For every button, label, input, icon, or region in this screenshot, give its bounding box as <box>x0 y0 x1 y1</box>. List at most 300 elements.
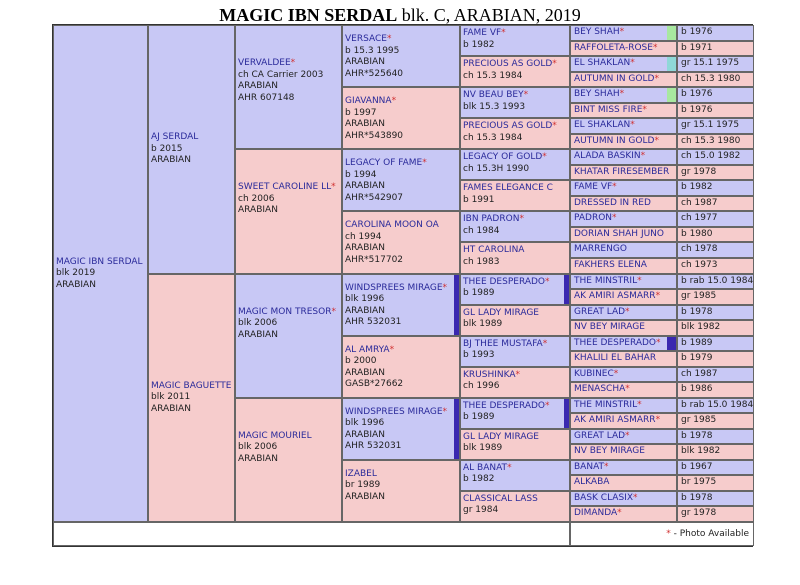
horse-name: MAGIC IBN SERDAL <box>219 5 398 25</box>
horse-detail: blk 1989 <box>463 443 503 454</box>
gen5-horse-cell <box>460 118 570 149</box>
gen5-horse-cell <box>460 149 570 180</box>
pedigree-grid <box>52 24 753 547</box>
gen6-horse-cell <box>570 444 677 460</box>
horse-name-link[interactable] <box>345 345 457 357</box>
horse-name[interactable]: RAFFOLETA-ROSE <box>574 42 653 53</box>
title-details: blk. C, ARABIAN, 2019 <box>397 5 581 25</box>
photo-available-marker: * <box>666 529 671 539</box>
horse-name[interactable]: KRUSHINKA <box>463 369 516 380</box>
gen6-horse-info: b 1989 <box>677 336 754 352</box>
color-marker <box>667 26 676 40</box>
color-marker <box>667 88 676 102</box>
gen5-horse-cell <box>460 429 570 460</box>
gen5-horse-cell <box>460 367 570 398</box>
horse-name-link[interactable] <box>238 307 339 319</box>
horse-detail: b 1989 <box>463 412 495 423</box>
photo-available-marker: * <box>523 90 529 101</box>
gen6-horse-cell <box>570 196 677 212</box>
gen2-horse-cell <box>148 25 235 274</box>
horse-name[interactable]: LEGACY OF GOLD <box>463 152 543 163</box>
gen6-horse-info: b 1978 <box>677 491 754 507</box>
photo-available-marker: * <box>386 34 392 44</box>
photo-available-marker: * <box>625 306 630 317</box>
gen6-horse-cell <box>570 305 677 321</box>
horse-detail: ARABIAN <box>345 429 385 440</box>
horse-detail: blk 1996 <box>345 418 385 429</box>
photo-available-marker: * <box>630 120 635 131</box>
gen6-horse-cell <box>570 382 677 398</box>
horse-name[interactable]: IBN PADRON <box>463 214 520 225</box>
horse-name[interactable]: GREAT LAD <box>574 430 626 441</box>
horse-name[interactable]: THEE DESPERADO <box>574 337 657 348</box>
gen6-horse-info: br 1975 <box>677 475 754 491</box>
horse-name[interactable]: NV BEY MIRAGE <box>574 322 645 333</box>
gen6-horse-info: b rab 15.0 1984 <box>677 274 754 290</box>
photo-available-marker: * <box>612 213 617 224</box>
gen6-horse-info: b 1971 <box>677 41 754 57</box>
gen6-horse-cell <box>570 41 677 57</box>
gen6-horse-info: b rab 15.0 1984 <box>677 398 754 414</box>
horse-detail: b 1989 <box>463 288 495 298</box>
horse-name[interactable]: ALKABA <box>574 477 610 488</box>
horse-name[interactable]: THE MINSTRIL <box>574 399 638 410</box>
horse-detail: ARABIAN <box>151 403 191 414</box>
horse-detail: AHR*542907 <box>345 192 404 203</box>
horse-detail: ARABIAN <box>238 81 278 92</box>
horse-name[interactable]: MAGIC IBN SERDAL <box>56 256 143 267</box>
horse-detail: AHR*543890 <box>345 130 404 141</box>
horse-detail: ch 15.3H 1990 <box>463 163 530 174</box>
horse-detail: blk 2011 <box>151 392 191 403</box>
gen1-horse-cell <box>53 25 148 522</box>
horse-name-link[interactable] <box>463 339 567 351</box>
horse-name[interactable]: IZABEL <box>345 468 377 479</box>
gen3-horse-cell <box>235 398 342 522</box>
photo-available-marker: * <box>542 338 548 349</box>
gen4-horse-cell <box>342 398 460 460</box>
horse-detail: b 2000 <box>345 356 377 367</box>
gen6-horse-info: blk 1982 <box>677 444 754 460</box>
photo-available-marker: * <box>640 151 646 162</box>
horse-name[interactable]: GIAVANNA <box>345 96 392 107</box>
photo-available-marker: * <box>654 135 659 146</box>
photo-available-marker: * <box>642 104 647 115</box>
horse-name[interactable]: PRECIOUS AS GOLD <box>463 121 553 132</box>
horse-detail: AHR 532031 <box>345 441 402 452</box>
photo-available-marker: * <box>331 306 336 317</box>
horse-name[interactable]: BANAT <box>574 461 605 472</box>
gen6-horse-info: gr 1978 <box>677 165 754 181</box>
horse-detail: b 1997 <box>345 107 377 118</box>
gen6-horse-info: b 1980 <box>677 227 754 243</box>
horse-name-link[interactable] <box>345 158 457 170</box>
gen5-horse-cell <box>460 87 570 118</box>
horse-name-link[interactable] <box>345 34 457 46</box>
gen6-horse-cell <box>570 258 677 274</box>
gen3-horse-cell <box>235 149 342 273</box>
photo-available-marker: * <box>501 28 506 38</box>
horse-name-link[interactable] <box>463 463 567 475</box>
gen6-horse-info: ch 15.3 1980 <box>677 134 754 150</box>
gen5-horse-cell <box>460 211 570 242</box>
photo-available-marker: * <box>552 121 557 132</box>
gen4-horse-cell <box>342 87 460 149</box>
horse-name-link[interactable] <box>238 431 339 443</box>
gen6-horse-info: ch 1987 <box>677 196 754 212</box>
horse-detail: blk 2019 <box>56 268 96 278</box>
horse-name[interactable]: AK AMIRI ASMARR <box>574 415 656 426</box>
horse-name-link[interactable] <box>463 59 567 71</box>
gen4-horse-cell <box>342 149 460 211</box>
horse-name-link[interactable] <box>463 28 567 40</box>
horse-name[interactable]: KHALILI EL BAHAR <box>574 353 657 364</box>
gen5-horse-cell <box>460 242 570 273</box>
horse-detail: ch CA Carrier 2003 <box>238 69 324 80</box>
gen5-horse-cell <box>460 336 570 367</box>
horse-name[interactable]: LEGACY OF FAME <box>345 158 423 169</box>
horse-name[interactable]: DORIAN SHAH JUNO <box>574 228 664 239</box>
gen6-horse-info: ch 15.3 1980 <box>677 72 754 88</box>
photo-available-marker: * <box>542 152 547 163</box>
photo-available-marker: * <box>637 275 642 286</box>
horse-name[interactable]: HT CAROLINA <box>463 245 525 256</box>
horse-name[interactable]: BEY SHAH <box>574 27 620 37</box>
gen5-horse-cell <box>460 25 570 56</box>
gen6-horse-cell <box>570 56 677 72</box>
gen5-horse-cell <box>460 398 570 429</box>
horse-name[interactable]: BEY SHAH <box>574 89 620 100</box>
horse-detail: ARABIAN <box>345 119 385 130</box>
horse-detail: b 15.3 1995 <box>345 45 400 56</box>
horse-name[interactable]: MAGIC MON TRESOR <box>238 306 332 317</box>
gen6-horse-cell <box>570 336 677 352</box>
gen6-horse-cell <box>570 149 677 165</box>
horse-name[interactable]: CAROLINA MOON OA <box>345 220 439 231</box>
gen6-horse-cell <box>570 413 677 429</box>
horse-detail: b 1982 <box>463 474 495 485</box>
gen4-horse-cell <box>342 274 460 336</box>
photo-available-marker: * <box>637 399 642 410</box>
horse-detail: AHR 607148 <box>238 92 295 103</box>
horse-name-link[interactable] <box>345 407 457 419</box>
horse-name[interactable]: GL LADY MIRAGE <box>463 307 539 318</box>
gen3-horse-cell <box>235 25 342 149</box>
gen6-horse-info: ch 15.0 1982 <box>677 149 754 165</box>
horse-name-link[interactable] <box>345 220 457 232</box>
horse-name[interactable]: DRESSED IN RED <box>574 197 651 208</box>
photo-available-marker: * <box>619 27 625 37</box>
gen5-horse-cell <box>460 56 570 87</box>
horse-name[interactable]: NV BEAU BEY <box>463 90 524 101</box>
gen6-horse-info: blk 1982 <box>677 320 754 336</box>
horse-name[interactable]: SWEET CAROLINE LL <box>238 182 332 193</box>
horse-name[interactable]: PRECIOUS AS GOLD <box>463 59 553 70</box>
horse-name[interactable]: MAGIC BAGUETTE <box>151 380 232 391</box>
horse-name[interactable]: FAKHERS ELENA <box>574 259 647 270</box>
horse-detail: ARABIAN <box>345 491 385 502</box>
photo-available-marker: * <box>604 461 609 472</box>
gen6-horse-cell <box>570 429 677 445</box>
horse-detail: blk 15.3 1993 <box>463 101 526 112</box>
photo-available-marker: * <box>442 282 448 293</box>
gen6-horse-info: gr 1985 <box>677 289 754 305</box>
legend-text: - Photo Available <box>670 529 749 539</box>
gen6-horse-info: ch 1973 <box>677 258 754 274</box>
horse-name[interactable]: WINDSPREES MIRAGE <box>345 282 443 293</box>
horse-detail: br 1989 <box>345 480 381 491</box>
gen4-horse-cell <box>342 460 460 522</box>
horse-name[interactable]: AL BANAT <box>463 462 508 473</box>
gen4-horse-cell <box>342 211 460 273</box>
horse-name-link[interactable] <box>463 214 567 226</box>
gen2-horse-cell <box>148 274 235 523</box>
horse-detail: blk 2006 <box>238 442 278 453</box>
horse-detail: ARABIAN <box>345 243 385 254</box>
horse-name[interactable]: THE MINSTRIL <box>574 275 638 286</box>
gen6-horse-cell <box>570 351 677 367</box>
photo-available-marker: * <box>507 462 512 473</box>
gen6-horse-info: gr 1978 <box>677 506 754 522</box>
horse-name[interactable]: VERVALDEE <box>238 58 291 69</box>
horse-detail: b 1991 <box>463 194 495 205</box>
gen6-horse-cell <box>570 25 677 41</box>
photo-available-marker: * <box>552 59 557 70</box>
gen6-horse-cell <box>570 398 677 414</box>
photo-available-marker: * <box>290 58 296 69</box>
horse-detail: AHR*525640 <box>345 68 404 79</box>
horse-name[interactable]: FAME VF <box>463 28 502 38</box>
gen6-horse-info: b 1982 <box>677 180 754 196</box>
horse-detail: b 1993 <box>463 350 495 361</box>
horse-name[interactable]: KUBINEC <box>574 368 614 379</box>
photo-available-marker: * <box>654 73 659 84</box>
horse-name[interactable]: NV BEY MIRAGE <box>574 446 645 457</box>
photo-available-marker: * <box>633 492 638 503</box>
gen5-horse-cell <box>460 491 570 522</box>
gen6-horse-cell <box>570 118 677 134</box>
color-marker <box>454 399 459 459</box>
horse-detail: ch 1983 <box>463 256 500 267</box>
photo-available-marker: * <box>391 96 397 107</box>
horse-detail: blk 1996 <box>345 294 385 304</box>
gen6-horse-info: ch 1977 <box>677 211 754 227</box>
horse-name-link[interactable] <box>463 121 567 133</box>
gen6-horse-info: ch 1987 <box>677 367 754 383</box>
horse-name-link[interactable] <box>463 370 567 382</box>
horse-detail: ARABIAN <box>238 205 278 216</box>
horse-name-link[interactable] <box>345 283 457 295</box>
pedigree-title <box>0 5 800 26</box>
horse-name[interactable]: THEE DESPERADO <box>463 276 546 287</box>
gen3-horse-cell <box>235 274 342 398</box>
photo-available-marker: * <box>442 406 448 417</box>
horse-name-link[interactable] <box>151 381 232 393</box>
horse-name[interactable]: THEE DESPERADO <box>463 400 546 411</box>
horse-detail: gr 1984 <box>463 505 499 516</box>
horse-name[interactable]: ALADA BASKIN <box>574 151 641 162</box>
horse-name-link[interactable] <box>238 182 339 194</box>
gen6-horse-cell <box>570 227 677 243</box>
horse-name[interactable]: AJ SERDAL <box>151 132 199 143</box>
color-marker <box>454 275 459 335</box>
horse-detail: ARABIAN <box>56 279 96 290</box>
horse-detail: ARABIAN <box>238 453 278 464</box>
horse-detail: ch 2006 <box>238 193 275 204</box>
photo-available-marker: * <box>331 182 336 193</box>
horse-name-link[interactable] <box>463 432 567 444</box>
horse-detail: ch 15.3 1984 <box>463 70 523 81</box>
photo-available-marker: * <box>655 415 661 426</box>
horse-name[interactable]: AK AMIRI ASMARR <box>574 291 656 302</box>
horse-detail: AHR*517702 <box>345 254 404 265</box>
gen5-horse-cell <box>460 180 570 211</box>
horse-detail: ARABIAN <box>151 155 191 166</box>
horse-name-link[interactable] <box>238 58 339 70</box>
photo-available-marker: * <box>422 158 427 169</box>
horse-name[interactable]: EL SHAKLAN <box>574 58 631 69</box>
horse-name-link[interactable] <box>56 257 145 269</box>
gen6-horse-cell <box>570 242 677 258</box>
horse-name[interactable]: BINT MISS FIRE <box>574 104 643 115</box>
horse-name[interactable]: MENASCHA <box>574 384 626 395</box>
horse-name[interactable]: CLASSICAL LASS <box>463 493 538 504</box>
horse-name[interactable]: VERSACE <box>345 34 387 44</box>
photo-available-marker: * <box>630 58 635 69</box>
horse-detail: ch 1996 <box>463 381 500 392</box>
gen6-horse-cell <box>570 87 677 103</box>
gen6-horse-cell <box>570 367 677 383</box>
horse-name[interactable]: WINDSPREES MIRAGE <box>345 406 443 417</box>
horse-name-link[interactable] <box>463 494 567 506</box>
gen4-horse-cell <box>342 25 460 87</box>
gen6-horse-cell <box>570 320 677 336</box>
photo-available-marker: * <box>656 337 661 348</box>
gen6-horse-info: gr 1985 <box>677 413 754 429</box>
gen6-horse-info: b 1976 <box>677 87 754 103</box>
horse-name[interactable]: BJ THEE MUSTAFA <box>463 338 543 349</box>
gen6-horse-cell <box>570 72 677 88</box>
photo-available-marker: * <box>515 369 521 380</box>
gen6-horse-info: b 1986 <box>677 382 754 398</box>
horse-detail: ARABIAN <box>345 57 385 67</box>
gen6-horse-cell <box>570 491 677 507</box>
horse-detail: GASB*27662 <box>345 379 404 390</box>
horse-detail: b 1994 <box>345 169 377 180</box>
color-marker <box>667 337 676 351</box>
photo-available-marker: * <box>652 42 658 53</box>
gen6-horse-cell <box>570 211 677 227</box>
footer-blank <box>53 522 570 546</box>
horse-name[interactable]: AUTUMN IN GOLD <box>574 135 655 146</box>
horse-detail: ch 1994 <box>345 231 382 242</box>
horse-detail: AHR 532031 <box>345 317 402 327</box>
horse-detail: blk 2006 <box>238 318 278 329</box>
horse-detail: ch 1984 <box>463 225 500 236</box>
photo-available-marker: * <box>617 508 622 519</box>
gen6-horse-cell <box>570 103 677 119</box>
photo-available-marker: * <box>389 344 395 355</box>
gen6-horse-info: b 1976 <box>677 25 754 41</box>
gen5-horse-cell <box>460 460 570 491</box>
horse-detail: ARABIAN <box>345 305 385 316</box>
gen6-horse-info: b 1979 <box>677 351 754 367</box>
horse-detail: ch 15.3 1984 <box>463 132 523 143</box>
horse-detail: b 2015 <box>151 143 183 154</box>
horse-detail: b 1982 <box>463 39 495 50</box>
gen6-horse-info: b 1967 <box>677 460 754 476</box>
horse-name-link[interactable] <box>463 277 567 289</box>
horse-detail: ARABIAN <box>238 329 278 340</box>
color-marker <box>667 57 676 71</box>
horse-name[interactable]: KHATAR FIRESEMBER <box>574 166 670 177</box>
gen5-horse-cell <box>460 274 570 305</box>
horse-name-link[interactable] <box>345 96 457 108</box>
photo-available-marker: * <box>625 430 630 441</box>
horse-name[interactable]: FAME VF <box>574 182 613 193</box>
horse-detail: blk 1989 <box>463 319 503 330</box>
photo-available-marker: * <box>545 400 550 411</box>
gen6-horse-cell <box>570 274 677 290</box>
gen6-horse-info: b 1976 <box>677 103 754 119</box>
color-marker <box>564 275 569 304</box>
gen6-horse-info: gr 15.1 1975 <box>677 56 754 72</box>
horse-name[interactable]: DIMANDA <box>574 508 618 519</box>
horse-name-link[interactable] <box>463 308 567 320</box>
horse-name[interactable]: AUTUMN IN GOLD <box>574 73 655 84</box>
gen6-horse-info: b 1978 <box>677 429 754 445</box>
horse-name[interactable]: MARRENGO <box>574 244 627 255</box>
horse-name[interactable]: FAMES ELEGANCE C <box>463 183 553 194</box>
horse-name[interactable]: EL SHAKLAN <box>574 120 631 131</box>
gen6-horse-cell <box>570 165 677 181</box>
horse-name[interactable]: BASK CLASIX <box>574 492 634 503</box>
photo-available-marker: * <box>612 182 617 193</box>
horse-detail: ARABIAN <box>345 367 385 378</box>
gen6-horse-cell <box>570 460 677 476</box>
horse-name[interactable]: GL LADY MIRAGE <box>463 431 539 442</box>
gen6-horse-cell <box>570 180 677 196</box>
horse-name[interactable]: MAGIC MOURIEL <box>238 430 312 441</box>
horse-name-link[interactable] <box>463 245 567 257</box>
horse-name[interactable]: AL AMRYA <box>345 344 390 355</box>
horse-name-link[interactable] <box>151 132 232 144</box>
gen6-horse-cell <box>570 134 677 150</box>
photo-available-marker: * <box>655 291 661 302</box>
photo-legend <box>570 522 754 546</box>
horse-name-link[interactable] <box>463 152 567 164</box>
horse-name-link[interactable] <box>463 183 567 195</box>
gen6-horse-cell <box>570 475 677 491</box>
horse-name-link[interactable] <box>463 401 567 413</box>
horse-name[interactable]: GREAT LAD <box>574 306 626 317</box>
gen6-horse-info: gr 15.1 1975 <box>677 118 754 134</box>
horse-detail: ARABIAN <box>345 181 385 192</box>
gen4-horse-cell <box>342 336 460 398</box>
gen6-horse-info: b 1978 <box>677 305 754 321</box>
horse-name-link[interactable] <box>463 90 567 102</box>
color-marker <box>564 399 569 428</box>
gen6-horse-cell <box>570 506 677 522</box>
horse-name-link[interactable] <box>345 469 457 481</box>
gen6-horse-info: ch 1978 <box>677 242 754 258</box>
photo-available-marker: * <box>613 368 619 379</box>
photo-available-marker: * <box>545 276 550 287</box>
horse-name[interactable]: PADRON <box>574 213 613 224</box>
photo-available-marker: * <box>619 89 625 100</box>
gen5-horse-cell <box>460 305 570 336</box>
gen6-horse-cell <box>570 289 677 305</box>
